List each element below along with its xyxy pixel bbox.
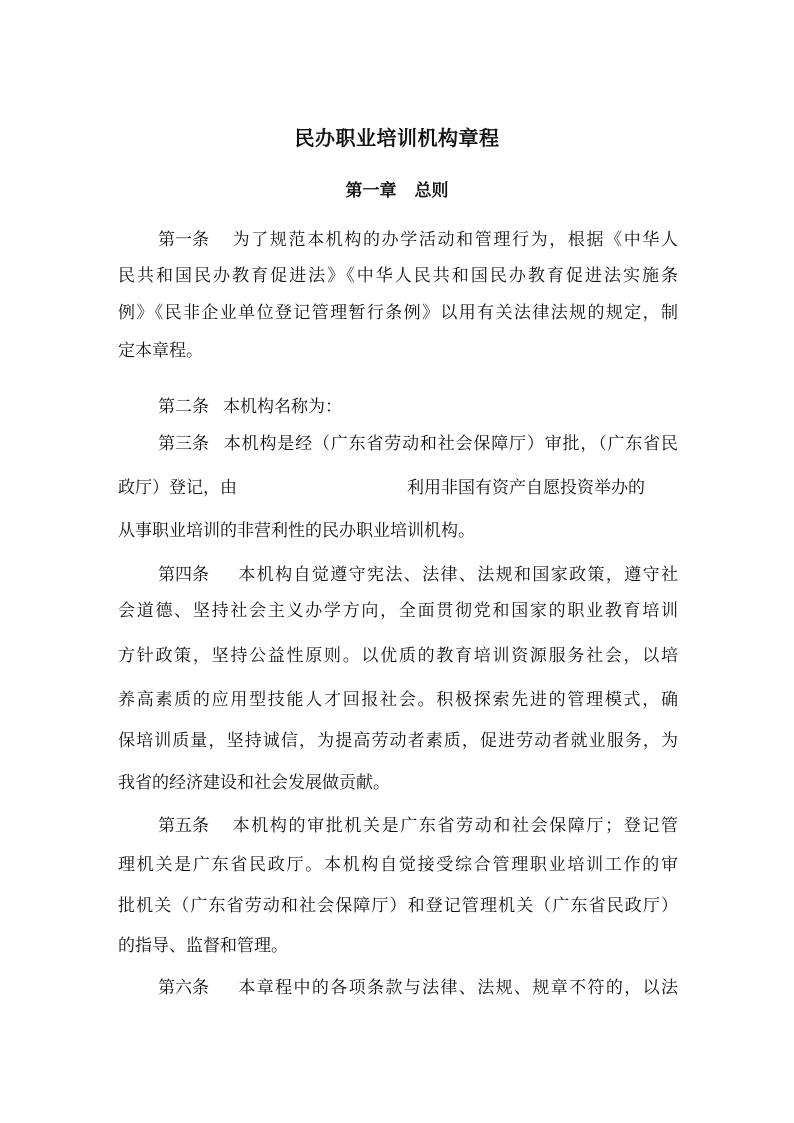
article-3-label: 第三条 bbox=[158, 434, 209, 454]
article-4-line-3: 方针政策，坚持公益性原则。以优质的教育培训资源服务社会，以培 bbox=[118, 646, 678, 666]
article-4-label: 第四条 bbox=[158, 565, 209, 585]
article-4-line-4: 养高素质的应用型技能人才回报社会。积极探索先进的管理模式，确 bbox=[118, 690, 678, 710]
article-5-text: 本机构的审批机关是广东省劳动和社会保障厅；登记管 bbox=[231, 816, 678, 836]
article-2-line-1 bbox=[118, 396, 678, 418]
article-5-line-1 bbox=[118, 815, 678, 837]
article-2-text: 本机构名称为： bbox=[223, 397, 342, 417]
article-5-line-3: 批机关（广东省劳动和社会保障厅）和登记管理机关（广东省民政厅） bbox=[118, 896, 678, 916]
article-6-label: 第六条 bbox=[158, 978, 209, 998]
article-4-line-5: 保培训质量，坚持诚信，为提高劳动者素质，促进劳动者就业服务，为 bbox=[118, 731, 678, 751]
article-5-line-2: 理机关是广东省民政厅。本机构自觉接受综合管理职业培训工作的审 bbox=[118, 855, 678, 875]
article-3-text-part-a: 政厅）登记，由 bbox=[118, 478, 237, 498]
article-1-line-2: 民共和国民办教育促进法》《中华人民共和国民办教育促进法实施条 bbox=[118, 266, 678, 286]
article-4-text: 本机构自觉遵守宪法、法律、法规和国家政策，遵守社 bbox=[237, 565, 678, 585]
article-3-line-1 bbox=[118, 433, 678, 455]
article-3-line-2 bbox=[118, 477, 678, 499]
article-4-line-6: 我省的经济建设和社会发展做贡献。 bbox=[118, 773, 390, 793]
article-4-line-1 bbox=[118, 564, 678, 586]
article-1-line-4: 定本章程。 bbox=[118, 341, 203, 361]
article-1-line-3: 例》《民非企业单位登记管理暂行条例》以用有关法律法规的规定，制 bbox=[118, 303, 678, 323]
article-4-line-2: 会道德、坚持社会主义办学方向，全面贯彻党和国家的职业教育培训 bbox=[118, 601, 678, 621]
article-1-line-1 bbox=[118, 229, 678, 251]
article-3-line-3: 从事职业培训的非营利性的民办职业培训机构。 bbox=[118, 521, 475, 541]
article-1-text: 为了规范本机构的办学活动和管理行为，根据《中华人 bbox=[231, 230, 678, 250]
chapter-name: 总则 bbox=[414, 181, 449, 201]
chapter-label: 第一章 bbox=[345, 181, 397, 201]
article-3-text: 本机构是经（广东省劳动和社会保障厅）审批，（广东省民 bbox=[223, 434, 678, 454]
article-6-text: 本章程中的各项条款与法律、法规、规章不符的，以法 bbox=[237, 978, 678, 998]
article-6-line-1 bbox=[118, 977, 678, 999]
chapter-heading bbox=[0, 176, 794, 201]
document-title: 民办职业培训机构章程 bbox=[294, 126, 500, 150]
article-5-line-4: 的指导、监督和管理。 bbox=[118, 936, 288, 956]
article-5-label: 第五条 bbox=[158, 816, 209, 836]
article-3-text-part-b: 利用非国有资产自愿投资举办的 bbox=[407, 478, 645, 498]
article-1-label: 第一条 bbox=[158, 230, 209, 250]
article-2-label: 第二条 bbox=[158, 397, 209, 417]
